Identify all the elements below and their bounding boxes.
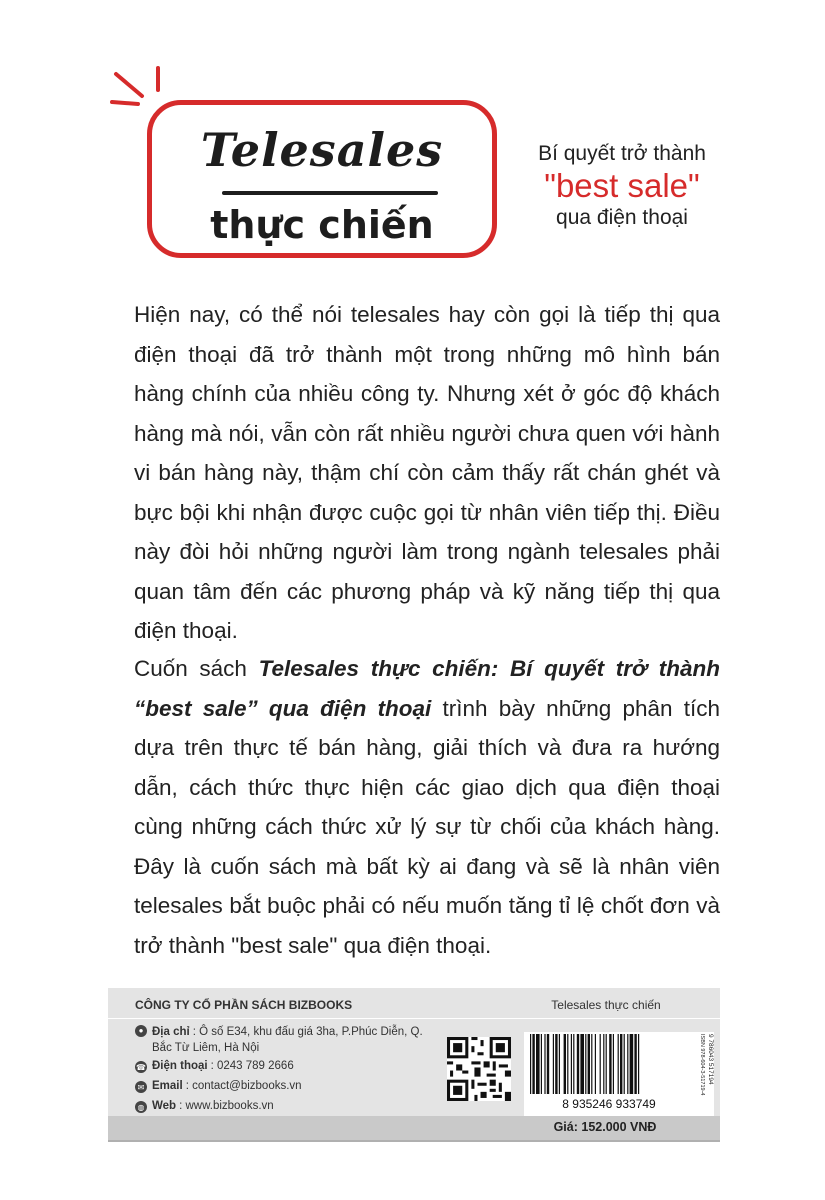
barcode-bar <box>595 1034 596 1094</box>
location-icon: ● <box>135 1025 147 1037</box>
web-value: : www.bizbooks.vn <box>179 1100 274 1112</box>
footer-book-title: Telesales thực chiến <box>551 998 661 1012</box>
barcode-bar <box>620 1034 622 1094</box>
footer-divider <box>108 1018 720 1019</box>
address-label: Địa chỉ <box>152 1026 190 1038</box>
barcode-bar <box>547 1034 549 1094</box>
book-title-sub: thực chiến <box>210 203 434 247</box>
barcode-bar <box>638 1034 639 1094</box>
phone-label: Điện thoại <box>152 1060 208 1072</box>
phone-value: : 0243 789 2666 <box>210 1060 294 1072</box>
paragraph-prefix: Cuốn sách <box>134 656 259 681</box>
barcode <box>524 1032 694 1116</box>
price-label: Giá: 152.000 VNĐ <box>553 1120 657 1134</box>
address-value: : Ô số E34, khu đấu giá 3ha, P.Phúc Diễn, Q. Bắc Từ Liêm, Hà Nội <box>152 1026 423 1054</box>
address-row <box>135 1024 425 1056</box>
barcode-bar <box>530 1034 531 1094</box>
barcode-number: 8 935246 933749 <box>562 1097 656 1111</box>
globe-icon: ◍ <box>135 1101 147 1113</box>
tagline <box>512 142 732 230</box>
isbn-vertical-label: ISBN 978-604-3-51719-4 <box>699 1034 705 1096</box>
paragraph-description <box>134 649 720 965</box>
barcode-bar <box>555 1034 557 1094</box>
email-row <box>135 1080 302 1093</box>
book-title-main: Telesales <box>200 123 444 177</box>
barcode-bar <box>564 1034 566 1094</box>
barcode-bar <box>609 1034 611 1094</box>
barcode-bar <box>600 1034 601 1094</box>
title-underline <box>222 191 438 195</box>
tagline-line2: "best sale" <box>544 167 700 204</box>
barcode-bar <box>544 1034 545 1094</box>
email-label: Email <box>152 1080 183 1092</box>
email-icon: ✉ <box>135 1081 147 1093</box>
tagline-line1: Bí quyết trở thành <box>538 142 706 165</box>
paragraph-intro: Hiện nay, có thể nói telesales hay còn gọi là tiếp thị qua điện thoại đã trở thành một trong những mô hình bán hàng chính của nhiều công ty. Nhưng xét ở góc độ khách hàng mà nói, vẫn còn rất nhiều người chưa quen với hành vi bán hàng này, thậm chí còn cảm thấy rất chán ghét và bực bội khi nhận được cuộc gọi từ nhân viên tiếp thị. Điều này đòi hỏi những người làm trong ngành telesales phải quan tâm đến các phương pháp và kỹ năng tiếp thị qua điện thoại. <box>134 302 720 643</box>
barcode-bar <box>553 1034 554 1094</box>
barcode-bar <box>559 1034 560 1094</box>
barcode-bar <box>634 1034 636 1094</box>
barcode-bar <box>571 1034 572 1094</box>
barcode-bars <box>524 1032 694 1116</box>
barcode-bar <box>588 1034 590 1094</box>
barcode-bar <box>591 1034 592 1094</box>
web-label: Web <box>152 1100 177 1112</box>
web-row <box>135 1100 274 1113</box>
barcode-bar <box>567 1034 568 1094</box>
tagline-line3: qua điện thoại <box>556 206 688 229</box>
barcode-bar <box>627 1034 628 1094</box>
isbn-vertical-number: 9 786043 517194 <box>707 1034 714 1085</box>
phone-icon: ☎ <box>136 1062 146 1072</box>
publisher-name: CÔNG TY CỔ PHẦN SÁCH BIZBOOKS <box>135 998 353 1012</box>
barcode-bar <box>536 1034 540 1094</box>
barcode-bar <box>603 1034 604 1094</box>
barcode-bar <box>580 1034 584 1094</box>
title-frame <box>147 100 497 258</box>
barcode-bar <box>624 1034 625 1094</box>
footer-bottom-line <box>108 1140 720 1142</box>
qr-code <box>447 1037 511 1101</box>
barcode-bar <box>541 1034 542 1094</box>
barcode-bar <box>573 1034 574 1094</box>
barcode-bar <box>613 1034 614 1094</box>
barcode-bar <box>577 1034 579 1094</box>
book-title-inline: Telesales thực chiến: Bí quyết trở thành “best sale” qua điện thoại <box>134 656 720 721</box>
barcode-bar <box>606 1034 607 1094</box>
email-value: : contact@bizbooks.vn <box>185 1080 302 1092</box>
barcode-bar <box>618 1034 619 1094</box>
phone-row <box>135 1060 294 1073</box>
isbn-vertical <box>694 1032 714 1116</box>
barcode-bar <box>532 1034 534 1094</box>
barcode-bar <box>630 1034 634 1094</box>
paragraph-rest: trình bày những phân tích dựa trên thực tế bán hàng, giải thích và đưa ra hướng dẫn, cách thức thực hiện các giao dịch qua điện thoại cùng những cách thức xử lý sự từ chối của khách hàng. Đây là cuốn sách mà bất kỳ ai đang và sẽ là nhân viên telesales bắt buộc phải có nếu muốn tăng tỉ lệ chốt đơn và trở thành "best sale" qua điện thoại. <box>134 695 720 958</box>
barcode-bar <box>585 1034 586 1094</box>
